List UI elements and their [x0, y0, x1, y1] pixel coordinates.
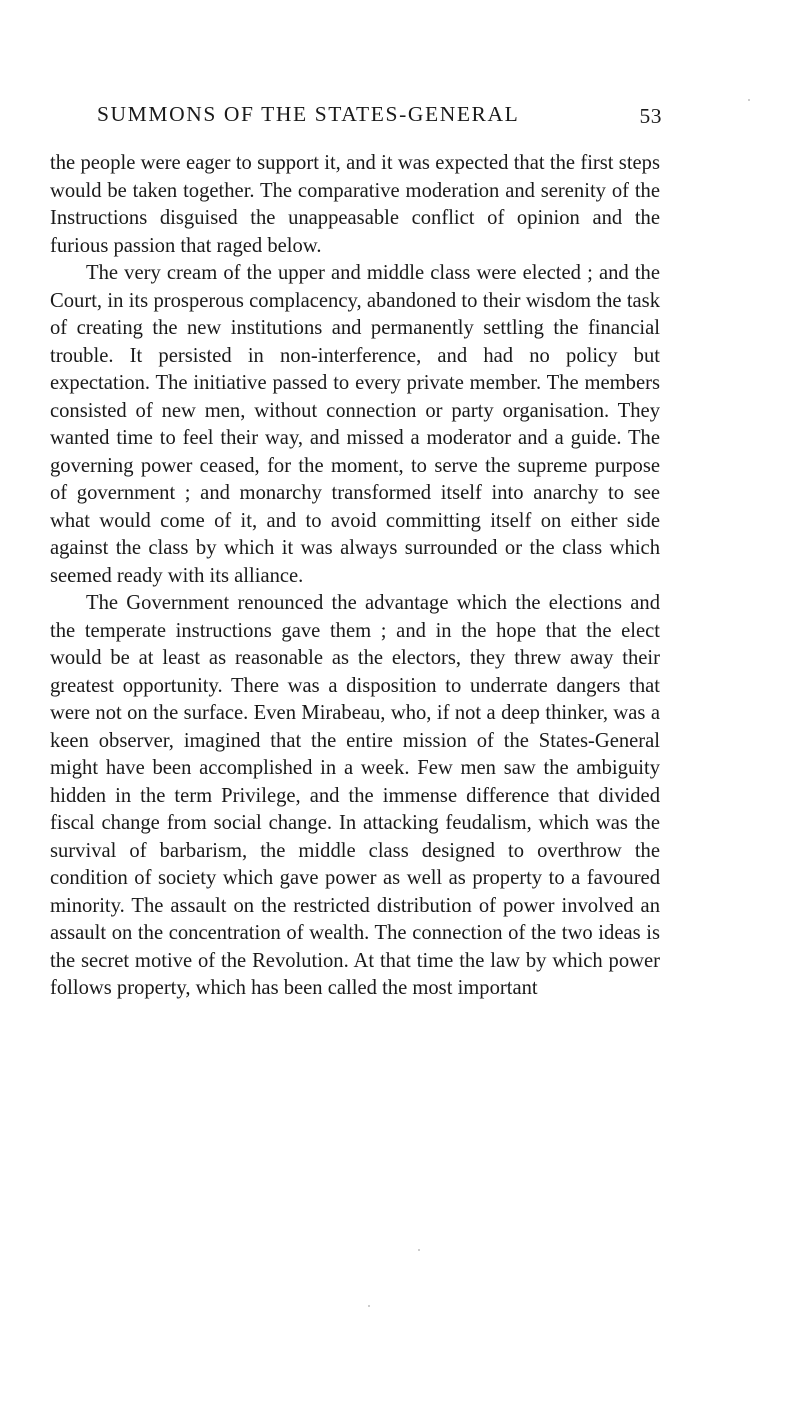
paragraph-1: the people were eager to support it, and it was expected that the first steps would be taken together. The comparative moderation and serenity of the Instructions disguised the unappeasable conflict of opinion and the furious passion that raged below.: [50, 152, 660, 257]
scan-speck: [418, 1249, 420, 1251]
body-text: [50, 150, 660, 1003]
scan-speck: [368, 1305, 370, 1307]
paragraph-2: The very cream of the upper and middle class were elected ; and the Court, in its prosperous complacency, abandoned to their wisdom the task of creating the new institutions and permanently settling the financial trouble. It persisted in non-interference, and had no policy but expectation. The initiative passed to every private member. The members consisted of new men, without connection or party organisation. They wanted time to feel their way, and missed a moderator and a guide. The governing power ceased, for the moment, to serve the supreme purpose of government ; and monarchy transformed itself into anarchy to see what would come of it, and to avoid committing itself on either side against the class by which it was always surrounded or the class which seemed ready with its alliance.: [50, 262, 660, 587]
page-number: 53: [639, 104, 662, 128]
running-head: [50, 100, 662, 134]
running-title: SUMMONS OF THE STATES-GENERAL: [97, 102, 520, 126]
paragraph-3: The Government renounced the advantage which the elections and the temperate instructions gave them ; and in the hope that the elect would be at least as reasonable as the electors, they threw away their greatest opportunity. There was a disposition to underrate dangers that were not on the surface. Even Mirabeau, who, if not a deep thinker, was a keen observer, imagined that the entire mission of the States-General might have been accomplished in a week. Few men saw the ambiguity hidden in the term Privilege, and the immense difference that divided fiscal change from social change. In attacking feudalism, which was the survival of barbarism, the middle class designed to overthrow the condition of society which gave power as well as property to a favoured minority. The assault on the restricted distribution of power involved an assault on the concentration of wealth. The connection of the two ideas is the secret motive of the Revolution. At that time the law by which power follows property, which has been called the most important: [50, 592, 660, 999]
scan-speck: [748, 99, 750, 101]
